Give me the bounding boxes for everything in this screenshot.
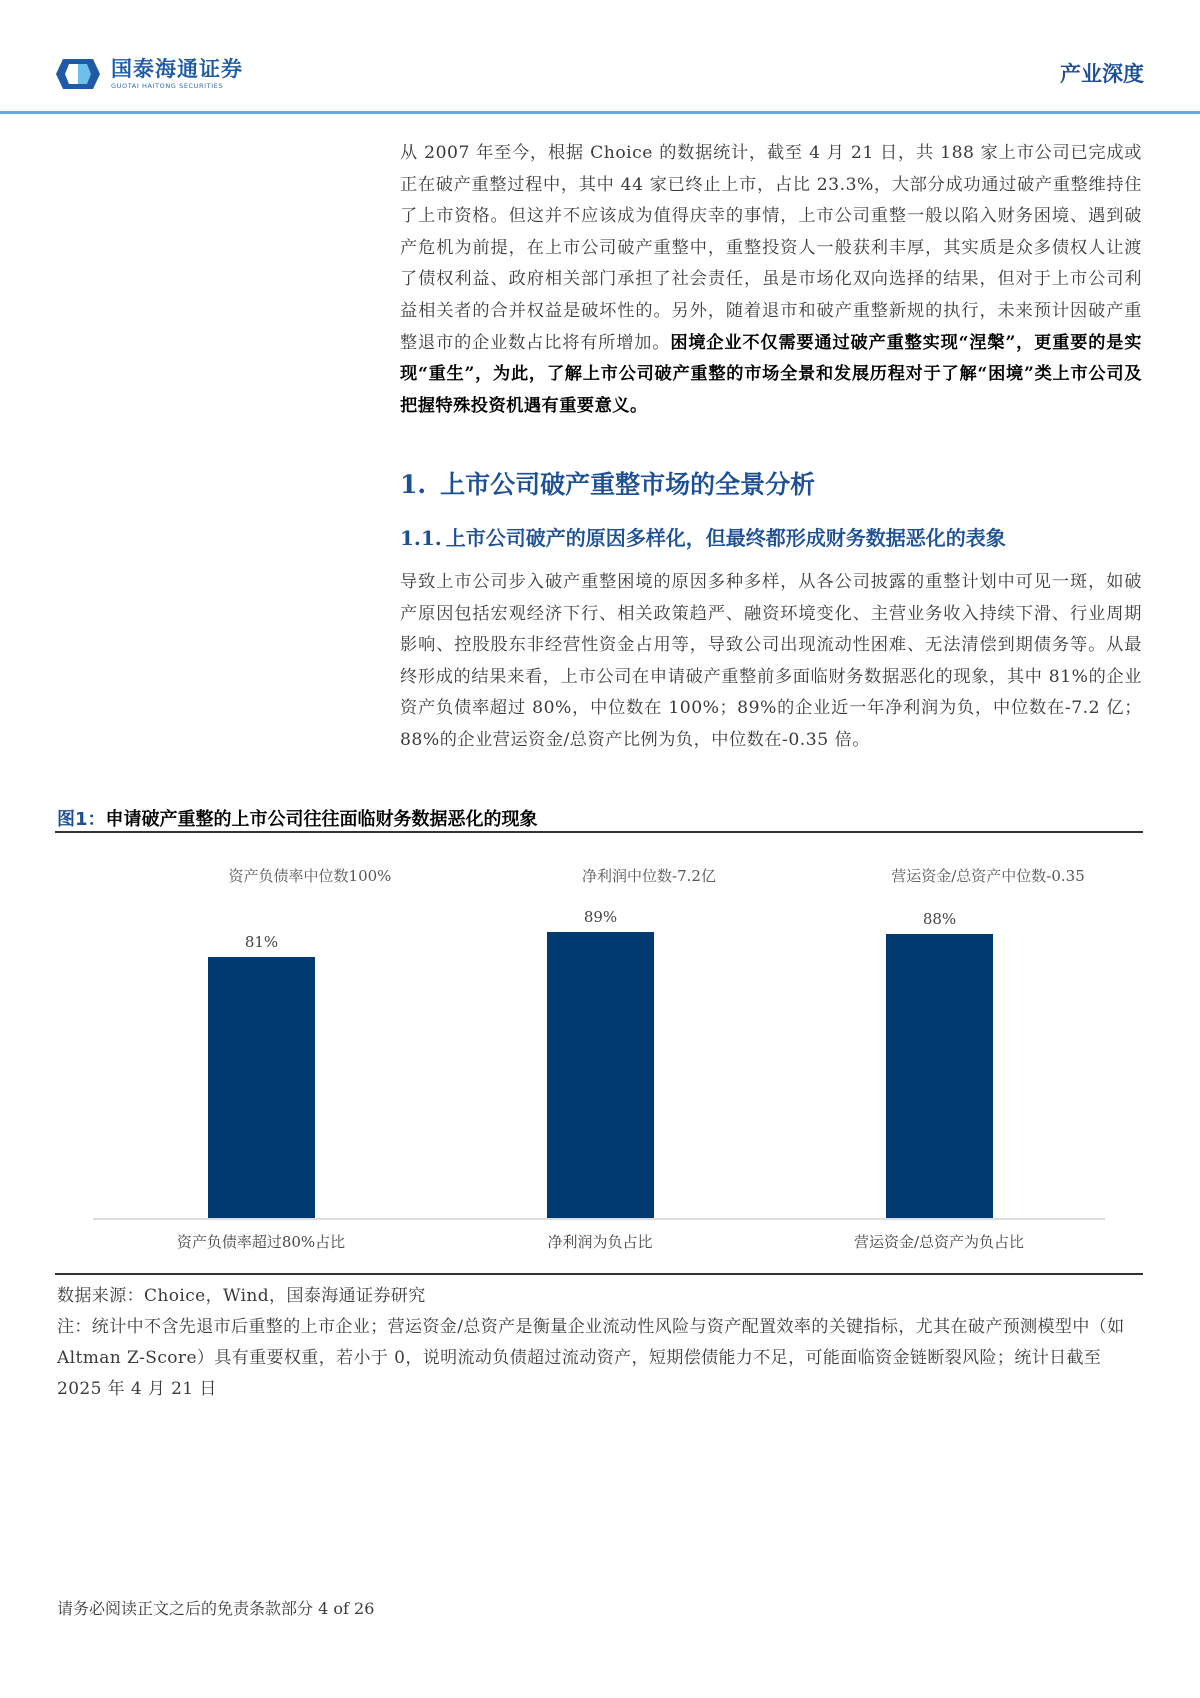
intro-text: 从 2007 年至今，根据 Choice 的数据统计，截至 4 月 21 日，共 188 家上市公司已完成或正在破产重整过程中，其中 44 家已终止上市，占比 23.3%，大部分成功通过破产重整维持住了上市资格。但这并不应该成为值得庆幸的事情，上市公司重整一般以陷入财务困境、遇到破产危机为前提，在上市公司破产重整中，重整投资人一般获利丰厚，其实质是众多债权人让渡了债权利益、政府相关部门承担了社会责任，虽是市场化双向选择的结果，但对于上市公司利益相关者的合并权益是破坏性的。另外，随着退市和破产重整新规的执行，未来预计因破产重整退市的企业数占比将有所增加。	[400, 143, 1142, 353]
figure-title	[57, 805, 538, 831]
report-type-label: 产业深度	[1060, 62, 1144, 86]
logo-mark-icon	[55, 58, 101, 90]
page-footer	[57, 1596, 374, 1619]
category-label-1: 资产负债率超过80%占比	[176, 1233, 346, 1251]
section-number: 1.	[400, 470, 427, 499]
category-label-3: 营运资金/总资产为负占比	[853, 1233, 1025, 1251]
category-label-2: 净利润为负占比	[547, 1233, 653, 1251]
bar-chart	[55, 833, 1143, 1273]
intro-paragraph	[400, 138, 1142, 422]
figure-note: 注：统计中不含先退市后重整的上市企业；营运资金/总资产是衡量企业流动性风险与资产配置效率的关键指标，尤其在破产预测模型中（如 Altman Z-Score）具有重要权重，若小于 0，说明流动负债超过流动资产，短期偿债能力不足，可能面临资金链断裂风险；统计日截至 2025 年 4 月 21 日	[57, 1317, 1125, 1399]
company-logo	[55, 58, 243, 90]
chart-annotation-1: 资产负债率中位数100%	[228, 867, 392, 885]
section-heading-1-1	[400, 522, 1006, 551]
bar-debt-ratio	[208, 957, 315, 1218]
figure-label: 图1：	[57, 809, 106, 830]
subsection-number: 1.1.	[400, 526, 442, 550]
logo-chinese-name: 国泰海通证券	[111, 57, 243, 81]
chart-annotation-3: 营运资金/总资产中位数-0.35	[891, 867, 1085, 885]
body-paragraph: 导致上市公司步入破产重整困境的原因多种多样，从各公司披露的重整计划中可见一斑，如破产原因包括宏观经济下行、相关政策趋严、融资环境变化、主营业务收入持续下滑、行业周期影响、控股股东非经营性资金占用等，导致公司出现流动性困难、无法清偿到期债务等。从最终形成的结果来看，上市公司在申请破产重整前多面临财务数据恶化的现象，其中 81%的企业资产负债率超过 80%，中位数在 100%；89%的企业近一年净利润为负，中位数在-7.2 亿；88%的企业营运资金/总资产比例为负，中位数在-0.35 倍。	[400, 572, 1142, 750]
page-number: 4 of 26	[318, 1599, 375, 1618]
figure-title-text: 申请破产重整的上市公司往往面临财务数据恶化的现象	[105, 809, 538, 830]
bar-net-profit	[547, 932, 654, 1218]
intro-bold-text: 困境企业不仅需要通过破产重整实现“涅槃”，更重要的是实现“重生”，为此，了解上市公司破产重整的市场全景和发展历程对于了解“困境”类上市公司及把握特殊投资机遇有重要意义。	[400, 332, 1142, 416]
bar-working-capital	[886, 934, 993, 1218]
bar-value-label-1: 81%	[244, 933, 279, 951]
data-source: 数据来源：Choice，Wind，国泰海通证券研究	[57, 1286, 426, 1306]
bar-value-label-2: 89%	[583, 908, 618, 926]
x-axis-line	[93, 1218, 1105, 1220]
header-divider	[0, 111, 1200, 114]
bar-value-label-3: 88%	[922, 910, 957, 928]
subsection-title: 上市公司破产的原因多样化，但最终都形成财务数据恶化的表象	[445, 526, 1006, 550]
disclaimer-text: 请务必阅读正文之后的免责条款部分	[57, 1599, 314, 1618]
figure-bottom-rule	[55, 1273, 1143, 1275]
section-heading-1	[400, 465, 815, 501]
figure-source-notes	[57, 1281, 1147, 1405]
section-title: 上市公司破产重整市场的全景分析	[440, 470, 816, 499]
chart-annotation-2: 净利润中位数-7.2亿	[582, 867, 716, 885]
logo-english-name: GUOTAI HAITONG SECURITIES	[111, 82, 224, 90]
